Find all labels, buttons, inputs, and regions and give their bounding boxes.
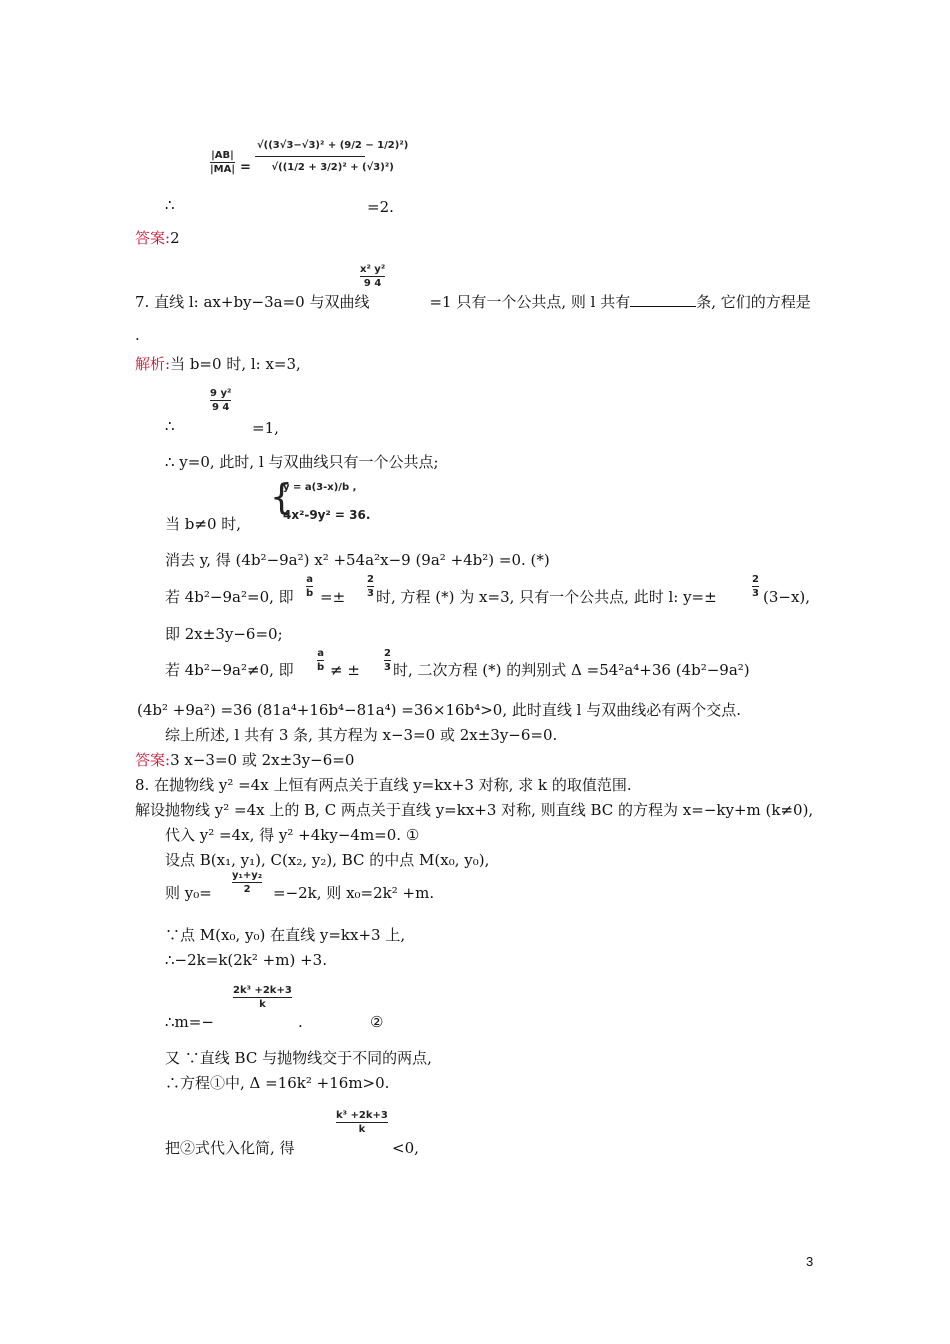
sol7-line1: 解析:当 b=0 时, l: x=3, — [135, 355, 301, 373]
q8-s7c: ② — [370, 1013, 384, 1031]
answer-6 — [135, 228, 180, 248]
q8-s8: 又 ∵直线 BC 与抛物线交于不同的两点, — [165, 1049, 432, 1067]
sol7-two-thirds-a: 2 3 — [367, 574, 374, 599]
formula-lhs — [210, 150, 235, 175]
lhs-denominator: |MA| — [210, 164, 235, 175]
q8-s7b: . — [298, 1013, 303, 1031]
page-number: 3 — [806, 1254, 814, 1269]
sol7-line4: 当 b≠0 时, — [165, 515, 242, 533]
q7-dot: . — [135, 326, 140, 344]
q8-s9: ∴方程①中, Δ =16k² +16m>0. — [165, 1074, 390, 1092]
sol7-line6c: 时, 方程 (*) 为 x=3, 只有一个公共点, 此时 l: y=± — [376, 588, 717, 606]
q8-title: 8. 在抛物线 y² =4x 上恒有两点关于直线 y=kx+3 对称, 求 k 的取值范围. — [135, 776, 632, 794]
sol7-eq1: =1, — [252, 419, 279, 437]
sol7-line9: (4b² +9a²) =36 (81a⁴+16b⁴−81a⁴) =36×16b⁴>0, 此时直线 l 与双曲线必有两个交点. — [137, 701, 741, 719]
q8-s4b: =−2k, 则 x₀=2k² +m. — [273, 884, 435, 902]
answer7-value: 3 x−3=0 或 2x±3y−6=0 — [170, 751, 355, 769]
sol7-two-thirds-c: 2 3 — [384, 648, 391, 673]
q8-final-fraction: k³ +2k+3 k — [336, 1110, 388, 1135]
q8-midpoint-fraction: y₁+y₂ 2 — [232, 870, 263, 895]
q7-lead: 7. 直线 l: ax+by−3a=0 与双曲线 — [135, 293, 370, 311]
sol7-line8a: 若 4b²−9a²≠0, 即 — [165, 661, 294, 679]
q8-s10b: <0, — [392, 1139, 419, 1157]
rhs-numerator: √((3√3−√3)² + (9/2 − 1/2)²) — [257, 140, 409, 151]
q7-hyperbola-fraction: x² y² 9 4 — [360, 264, 386, 289]
sol7-line7: 即 2x±3y−6=0; — [165, 625, 283, 643]
therefore-symbol: ∴ — [165, 196, 175, 214]
sol7-line6b: =± — [320, 588, 346, 606]
q8-s10a: 把②式代入化简, 得 — [165, 1139, 295, 1157]
q8-s2: 代入 y² =4x, 得 y² +4ky−4m=0. ① — [165, 826, 420, 844]
sol7-ab-fraction: a b — [306, 574, 314, 599]
q7-tail: =1 只有一个公共点, 则 l 共有 — [429, 293, 631, 311]
sol7-label: 解析: — [135, 355, 171, 373]
answer-value: 2 — [170, 229, 180, 247]
sol7-line3: ∴ y=0, 此时, l 与双曲线只有一个公共点; — [165, 453, 439, 471]
q7-blank — [630, 292, 696, 307]
sol7-two-thirds-b: 2 3 — [752, 574, 759, 599]
sol7-line6a: 若 4b²−9a²=0, 即 — [165, 588, 294, 606]
q8-s7a: ∴m=− — [165, 1013, 214, 1031]
formula-rhs — [255, 136, 410, 177]
formula-equals: = — [240, 160, 251, 175]
q8-s4a: 则 y₀= — [165, 884, 212, 902]
sol7-fraction-1: 9 y² 9 4 — [210, 388, 232, 413]
system-eq1: y = a(3-x)/b , — [283, 482, 357, 493]
sol7-therefore-1: ∴ — [165, 417, 175, 435]
sol7-line8c: 时, 二次方程 (*) 的判别式 Δ =54²a⁴+36 (4b²−9a²) — [393, 661, 750, 679]
lhs-numerator: |AB| — [211, 150, 234, 161]
q7-tail2: 条, 它们的方程是 — [696, 293, 811, 311]
q8-s3: 设点 B(x₁, y₁), C(x₂, y₂), BC 的中点 M(x₀, y₀), — [165, 851, 490, 869]
q8-s6: ∴−2k=k(2k² +m) +3. — [165, 951, 327, 969]
system-brace: { — [270, 477, 293, 518]
q8-s5: ∵点 M(x₀, y₀) 在直线 y=kx+3 上, — [165, 926, 406, 944]
q8-m-fraction: 2k³ +2k+3 k — [233, 985, 292, 1010]
formula-result: =2. — [367, 198, 394, 216]
q8-s1: 解设抛物线 y² =4x 上的 B, C 两点关于直线 y=kx+3 对称, 则直线 BC 的方程为 x=−ky+m (k≠0), — [135, 801, 814, 819]
rhs-denominator: √((1/2 + 3/2)² + (√3)²) — [271, 162, 394, 173]
sol7-ab-fraction-2: a b — [317, 648, 325, 673]
sol7-line10: 综上所述, l 共有 3 条, 其方程为 x−3=0 或 2x±3y−6=0. — [165, 726, 558, 744]
answer-label: 答案: — [135, 229, 171, 247]
system-eq2: 4x²-9y² = 36. — [283, 508, 371, 522]
sol7-line8b: ≠ ± — [330, 661, 360, 679]
answer-7 — [135, 750, 354, 770]
sol7-line5: 消去 y, 得 (4b²−9a²) x² +54a²x−9 (9a² +4b²) =0. (*) — [165, 551, 550, 569]
answer7-label: 答案: — [135, 751, 171, 769]
sol7-line6d: (3−x), — [763, 588, 811, 606]
q7-line — [135, 292, 811, 312]
